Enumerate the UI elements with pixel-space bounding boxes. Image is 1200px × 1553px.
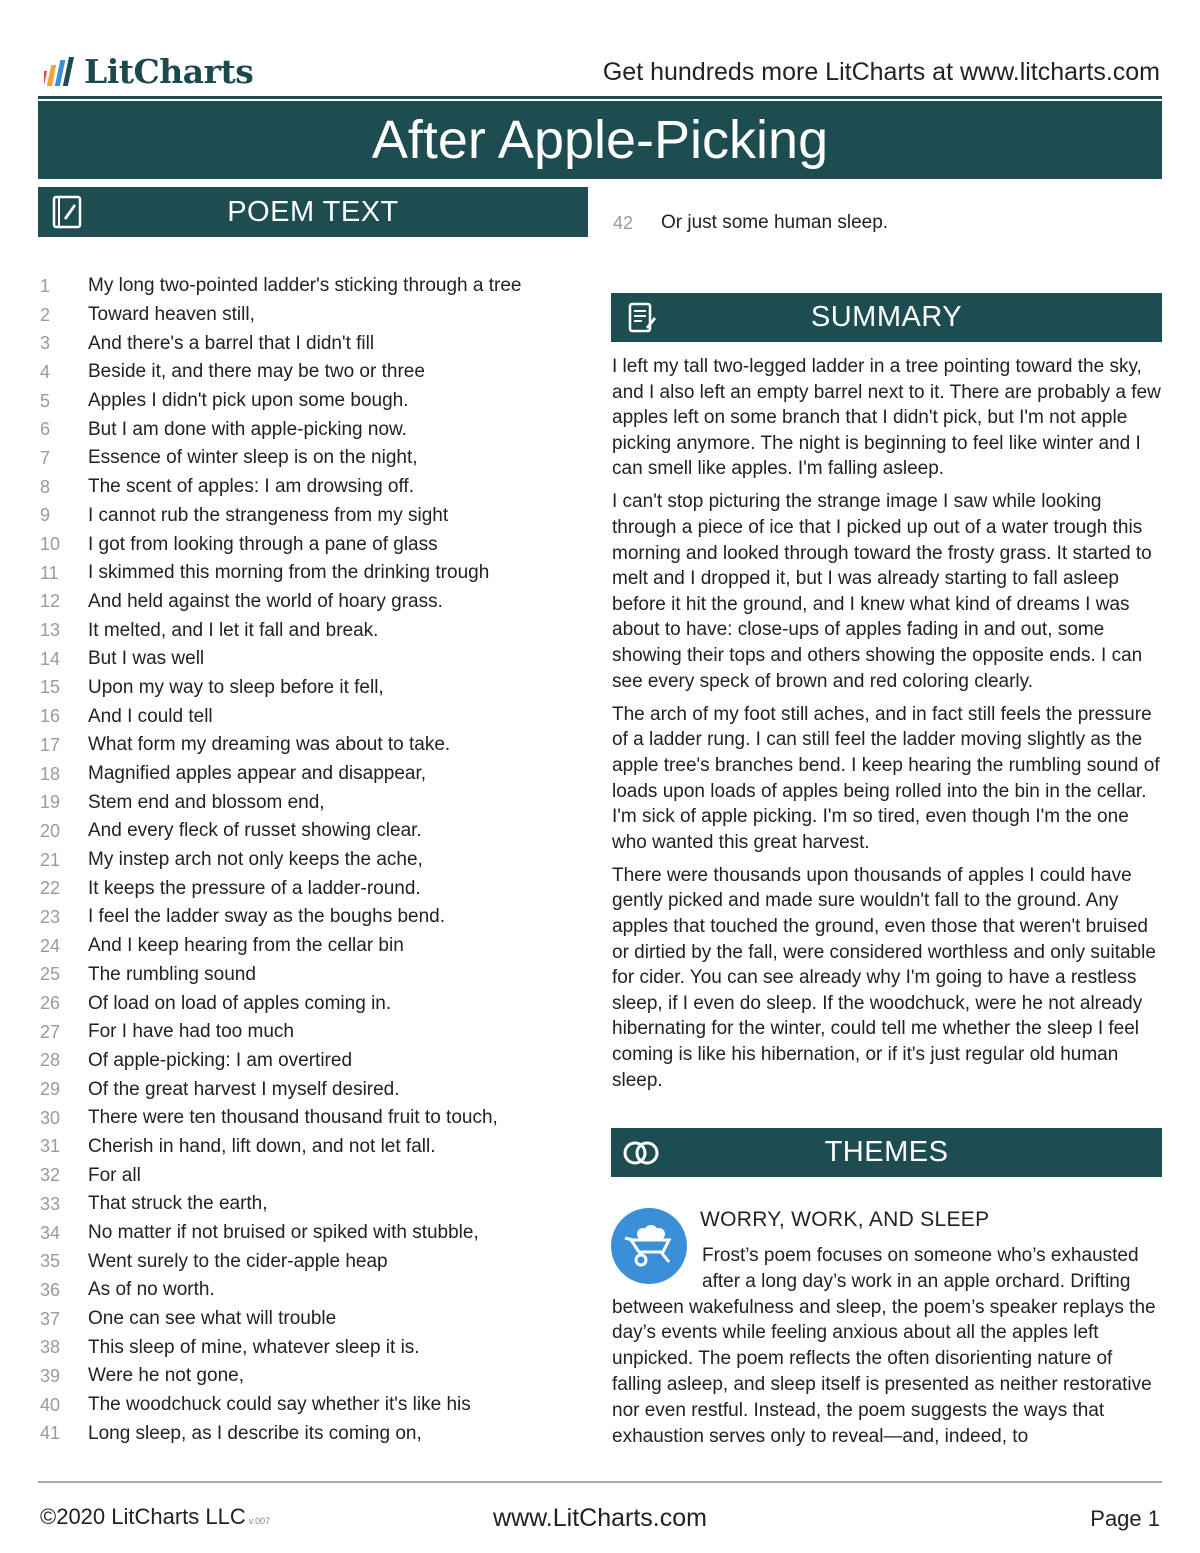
poem-line [38, 616, 598, 645]
line-number: 12 [40, 591, 61, 612]
line-number: 40 [40, 1394, 61, 1415]
poem-line [38, 817, 598, 846]
line-text: Essence of winter sleep is on the night, [88, 447, 418, 469]
poem-line [38, 1247, 598, 1276]
line-number: 2 [40, 304, 51, 325]
line-number: 22 [40, 878, 61, 899]
promo-link[interactable]: Get hundreds more LitCharts at www.litcharts.com [602, 58, 1160, 86]
line-number: 7 [40, 447, 51, 468]
copyright-text: ©2020 LitCharts LLC [40, 1504, 246, 1529]
line-text: Were he not gone, [88, 1365, 244, 1387]
line-text: It melted, and I let it fall and break. [88, 619, 379, 641]
poem-line [38, 961, 598, 990]
line-number: 8 [40, 476, 51, 497]
line-number: 1 [40, 275, 51, 296]
line-number: 3 [40, 333, 51, 354]
poem-line [38, 1190, 598, 1219]
poem-line [38, 731, 598, 760]
interlocking-rings-icon [611, 1129, 671, 1177]
line-number: 14 [40, 648, 61, 669]
line-number: 41 [40, 1423, 61, 1444]
line-text: And I keep hearing from the cellar bin [88, 935, 404, 957]
line-text: Went surely to the cider-apple heap [88, 1250, 388, 1272]
summary-text [612, 354, 1164, 1101]
notepad-icon [611, 294, 671, 342]
line-text: The scent of apples: I am drowsing off. [88, 476, 414, 498]
poem-line [38, 874, 598, 903]
poem-line [38, 645, 598, 674]
line-number: 33 [40, 1193, 61, 1214]
poem-line [38, 702, 598, 731]
line-text: And there's a barrel that I didn't fill [88, 332, 375, 354]
poem-line [38, 1018, 598, 1047]
poem-lines-continued [611, 209, 1162, 238]
footer-rule [38, 1481, 1162, 1483]
poem-line [38, 1161, 598, 1190]
line-number: 13 [40, 620, 61, 641]
line-text: For all [88, 1164, 141, 1186]
theme-body [612, 1243, 1164, 1449]
poem-line [38, 358, 598, 387]
line-number: 32 [40, 1165, 61, 1186]
poem-line [38, 559, 598, 588]
poem-line [38, 387, 598, 416]
line-text: Cherish in hand, lift down, and not let fall. [88, 1135, 436, 1157]
line-text: And held against the world of hoary grass. [88, 590, 443, 612]
line-number: 6 [40, 419, 51, 440]
line-text: Beside it, and there may be two or three [88, 361, 425, 383]
line-text: Toward heaven still, [88, 304, 255, 326]
poem-line [38, 473, 598, 502]
line-number: 36 [40, 1279, 61, 1300]
line-number: 25 [40, 964, 61, 985]
line-number: 30 [40, 1107, 61, 1128]
poem-line [38, 932, 598, 961]
poem-line [38, 788, 598, 817]
line-text: For I have had too much [88, 1021, 294, 1043]
summary-heading: SUMMARY [810, 301, 963, 333]
line-text: I feel the ladder sway as the boughs bend. [88, 906, 446, 928]
poem-line [38, 1305, 598, 1334]
poem-line [38, 415, 598, 444]
poem-line [38, 588, 598, 617]
page-title: After Apple-Picking [38, 101, 1162, 179]
poem-lines [38, 272, 598, 1448]
line-text: One can see what will trouble [88, 1308, 337, 1330]
line-number: 26 [40, 993, 61, 1014]
poem-line [38, 1133, 598, 1162]
poem-line [38, 1219, 598, 1248]
line-number: 28 [40, 1050, 61, 1071]
line-text: Magnified apples appear and disappear, [88, 763, 427, 785]
logo-text: LitCharts [84, 52, 254, 91]
title-rule [38, 96, 1162, 99]
poem-line [38, 1333, 598, 1362]
line-text: That struck the earth, [88, 1193, 268, 1215]
poem-line [38, 329, 598, 358]
line-number: 15 [40, 677, 61, 698]
line-text: Stem end and blossom end, [88, 791, 325, 813]
line-text: My long two-pointed ladder's sticking through a tree [88, 275, 522, 297]
line-text: And every fleck of russet showing clear. [88, 820, 422, 842]
line-number: 34 [40, 1222, 61, 1243]
line-number: 21 [40, 849, 61, 870]
poem-line [38, 502, 598, 531]
top-bar [38, 50, 1162, 96]
line-number: 38 [40, 1337, 61, 1358]
theme-body-text: Frost’s poem focuses on someone who’s exhausted after a long day’s work in an apple orchard. Drifting between wakefulness and sleep, the poem’s speaker replays the day’s events while feeling anxious about all the apples left unpicked. The poem reflects the often disorienting nature of falling asleep, and sleep itself is presented as neither restorative nor even restful. Instead, the poem suggests the ways that exhaustion serves only to reveal—and, indeed, to [612, 1245, 1156, 1447]
line-number: 19 [40, 792, 61, 813]
poem-line [38, 1075, 598, 1104]
page-number: Page 1 [1090, 1506, 1160, 1531]
line-text: I skimmed this morning from the drinking trough [88, 562, 490, 584]
book-icon [38, 188, 98, 236]
line-text: Long sleep, as I describe its coming on, [88, 1422, 422, 1444]
line-text: Apples I didn't pick upon some bough. [88, 390, 409, 412]
line-text: I cannot rub the strangeness from my sight [88, 504, 449, 526]
poem-line [38, 444, 598, 473]
line-number: 24 [40, 935, 61, 956]
summary-paragraph: I left my tall two-legged ladder in a tree pointing toward the sky, and I also left an empty barrel next to it. There are probably a few apples left on some branch that I didn't pick, but I'm not apple picking anymore. The night is beginning to feel like winter and I can smell like apples. I'm falling asleep. [612, 356, 1161, 480]
line-text: Of load on load of apples coming in. [88, 992, 392, 1014]
line-number: 10 [40, 534, 61, 555]
line-text: The woodchuck could say whether it's like his [88, 1394, 471, 1416]
line-text: The rumbling sound [88, 963, 256, 985]
line-text: But I was well [88, 648, 205, 670]
theme-title[interactable]: WORRY, WORK, AND SLEEP [700, 1208, 990, 1231]
themes-header [611, 1128, 1162, 1177]
line-number: 42 [613, 212, 634, 233]
line-number: 5 [40, 390, 51, 411]
summary-header [611, 293, 1162, 342]
line-text: It keeps the pressure of a ladder-round. [88, 877, 421, 899]
line-text: Or just some human sleep. [661, 212, 889, 234]
line-text: This sleep of mine, whatever sleep it is. [88, 1336, 420, 1358]
themes-heading: THEMES [824, 1136, 949, 1168]
line-number: 9 [40, 505, 51, 526]
poem-text-header [38, 187, 588, 237]
line-number: 29 [40, 1079, 61, 1100]
summary-paragraph: The arch of my foot still aches, and in fact still feels the pressure of a ladder rung. I can still feel the ladder moving slightly as the apple tree's branches bend. I keep hearing the rumbling sound of loads upon loads of apples being rolled into the bin in the cellar. I'm sick of apple picking. I'm so tired, even though I'm the one who wanted this great harvest. [612, 703, 1160, 853]
poem-line [38, 1047, 598, 1076]
summary-paragraph: I can't stop picturing the strange image I saw while looking through a piece of ice that I picked up out of a water trough this morning and looked through toward the frosty grass. It started to melt and I dropped it, but I was already starting to fall asleep before it hit the ground, and I knew what kind of dreams I was about to have: close-ups of apples fading in and out, some showing their tops and others showing the opposite ends. I can see every speck of brown and red coloring clearly. [612, 491, 1152, 692]
line-text: What form my dreaming was about to take. [88, 734, 451, 756]
litcharts-logo[interactable] [44, 52, 253, 91]
line-text: My instep arch not only keeps the ache, [88, 849, 423, 871]
poem-line [38, 903, 598, 932]
poem-line [38, 989, 598, 1018]
poem-line [38, 846, 598, 875]
poem-line [38, 530, 598, 559]
line-text: Of the great harvest I myself desired. [88, 1078, 400, 1100]
poem-line [38, 272, 598, 301]
poem-line [38, 1362, 598, 1391]
poem-line [38, 301, 598, 330]
line-number: 27 [40, 1021, 61, 1042]
line-number: 37 [40, 1308, 61, 1329]
line-number: 4 [40, 361, 51, 382]
line-number: 11 [40, 562, 59, 583]
line-number: 20 [40, 820, 61, 841]
line-number: 31 [40, 1136, 61, 1157]
poem-line [38, 760, 598, 789]
line-text: There were ten thousand thousand fruit to touch, [88, 1107, 498, 1129]
version-label: v.007 [248, 1516, 271, 1526]
line-number: 18 [40, 763, 61, 784]
poem-line [611, 209, 1162, 238]
line-number: 23 [40, 906, 61, 927]
poem-line [38, 1420, 598, 1449]
line-number: 17 [40, 734, 61, 755]
poem-line [38, 1104, 598, 1133]
theme-icon-spacer [612, 1243, 702, 1293]
line-number: 16 [40, 706, 61, 727]
line-text: Of apple-picking: I am overtired [88, 1049, 353, 1071]
line-text: And I could tell [88, 705, 213, 727]
poem-line [38, 1391, 598, 1420]
poem-line [38, 1276, 598, 1305]
line-text: I got from looking through a pane of glass [88, 533, 438, 555]
poem-text-heading: POEM TEXT [227, 195, 399, 228]
line-number: 35 [40, 1251, 61, 1272]
line-text: Upon my way to sleep before it fell, [88, 676, 384, 698]
line-text: But I am done with apple-picking now. [88, 418, 407, 440]
line-text: As of no worth. [88, 1279, 215, 1301]
summary-paragraph: There were thousands upon thousands of apples I could have gently picked and made sure wouldn't fall to the ground. Any apples that touched the ground, even those that weren't bruised or dirtied by the fall, were considered worthless and only suitable for cider. You can see already why I'm going to have a restless sleep, if I even do sleep. If the woodchuck, were he not already hibernating for the winter, could tell me whether the sleep I feel coming is like his hibernation, or if it's just regular old human sleep. [612, 864, 1156, 1091]
poem-line [38, 674, 598, 703]
line-number: 39 [40, 1365, 61, 1386]
footer-site-link[interactable]: www.LitCharts.com [493, 1504, 707, 1532]
bar-chart-icon [44, 57, 78, 87]
line-text: No matter if not bruised or spiked with stubble, [88, 1222, 479, 1244]
